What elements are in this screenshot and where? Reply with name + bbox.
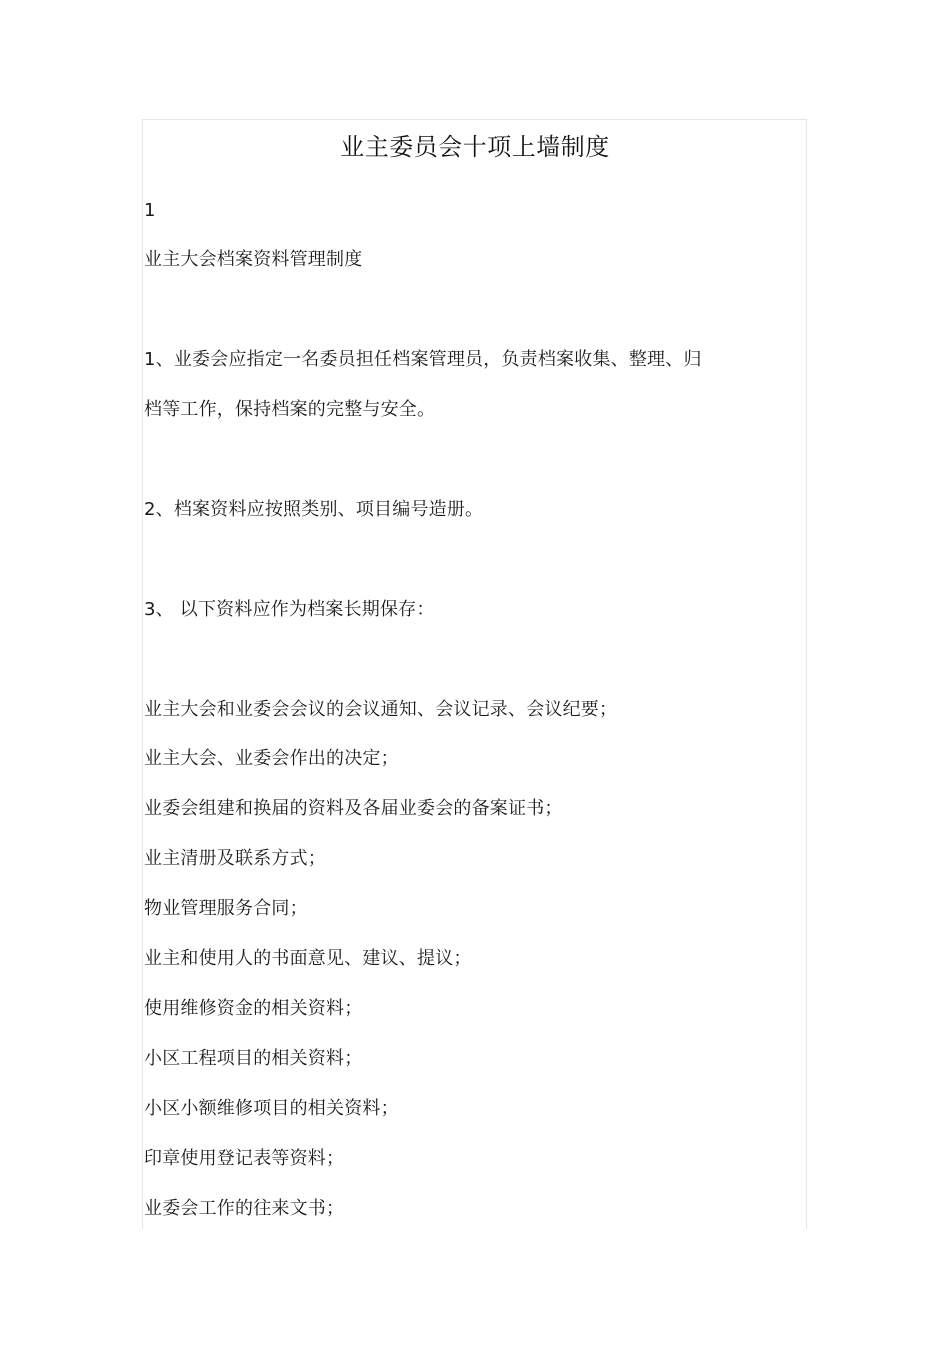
paragraph-1-line-2: 档等工作，保持档案的完整与安全。 [144,399,436,420]
list-item: 小区小额维修项目的相关资料； [144,1098,399,1119]
list-item: 使用维修资金的相关资料； [144,998,363,1019]
section-title: 业主大会档案资料管理制度 [144,249,363,270]
paragraph-2: 2、档案资料应按照类别、项目编号造册。 [144,499,484,520]
section-number: 1 [144,200,156,221]
paragraph-1-line-1: 1、业委会应指定一名委员担任档案管理员，负责档案收集、整理、归 [144,349,702,370]
list-item: 业主大会和业委会会议的会议通知、会议记录、会议纪要； [144,699,618,720]
list-item: 物业管理服务合同； [144,898,308,919]
document-title: 业主委员会十项上墙制度 [340,133,610,161]
list-item: 业主大会、业委会作出的决定； [144,748,399,769]
list-item: 业主清册及联系方式； [144,848,326,869]
list-item: 印章使用登记表等资料； [144,1148,345,1169]
paragraph-3: 3、 以下资料应作为档案长期保存： [144,599,435,620]
list-item: 业委会工作的往来文书； [144,1198,345,1219]
list-item: 小区工程项目的相关资料； [144,1048,363,1069]
list-item: 业委会组建和换届的资料及各届业委会的备案证书； [144,798,563,819]
list-item: 业主和使用人的书面意见、建议、提议； [144,948,472,969]
